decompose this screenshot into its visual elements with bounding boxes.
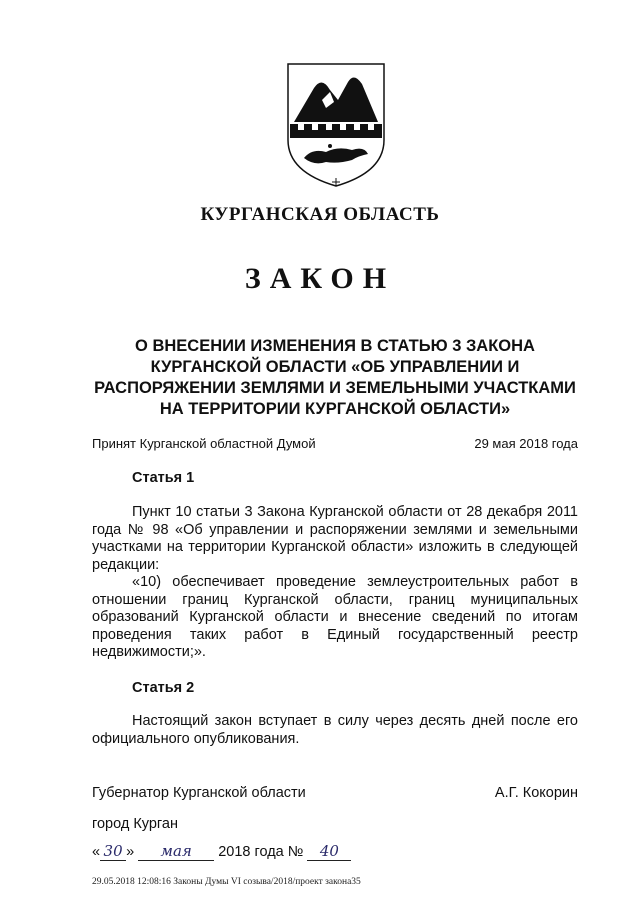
date-year-text: 2018 года №: [218, 844, 304, 860]
signer-name: А.Г. Кокорин: [494, 785, 578, 801]
article-2-title: Статья 2: [132, 680, 195, 696]
date-line: [92, 842, 351, 861]
document-type: ЗАКОН: [244, 262, 396, 295]
adoption-text: Принят Курганской областной Думой: [92, 436, 316, 451]
region-title: КУРГАНСКАЯ ОБЛАСТЬ: [200, 204, 440, 225]
article-2-body: [92, 713, 578, 748]
signer-position: Губернатор Курганской области: [92, 785, 306, 801]
date-day: 30: [100, 842, 126, 861]
article-1-paragraph: «10) обеспечивает проведение землеустроительных работ в отношении границ Курганской области, границ муниципальных образований Курганской области и внесение сведений по итогам проведения таких работ в Единый государственный реестр недвижимости;».: [92, 574, 578, 660]
article-1-paragraph: Пункт 10 статьи 3 Закона Курганской области от 28 декабря 2011 года № 98 «Об управлении и распоряжении землями и земельными участками на территории Курганской области» изложить в следующей редакции:: [92, 504, 578, 573]
city: город Курган: [92, 816, 178, 832]
law-number: 40: [307, 842, 351, 861]
article-1-title: Статья 1: [132, 470, 195, 486]
adoption-line: [92, 436, 578, 451]
adoption-date: 29 мая 2018 года: [474, 436, 578, 451]
article-1-body: [92, 504, 578, 662]
coat-of-arms-icon: [282, 60, 390, 190]
date-quote-open: «: [92, 844, 101, 860]
law-subject-title: О ВНЕСЕНИИ ИЗМЕНЕНИЯ В СТАТЬЮ 3 ЗАКОНА КУРГАНСКОЙ ОБЛАСТИ «ОБ УПРАВЛЕНИИ И РАСПОРЯЖЕНИИ ЗЕМЛЯМИ И ЗЕМЕЛЬНЫМИ УЧАСТКАМИ НА ТЕРРИТОРИИ КУРГАНСКОЙ ОБЛАСТИ»: [94, 337, 576, 418]
date-quote-close: »: [126, 844, 135, 860]
date-month: мая: [138, 842, 214, 861]
file-footer: 29.05.2018 12:08:16 Законы Думы VI созыва/2018/проект закона35: [92, 877, 361, 887]
signature-block: [92, 785, 578, 801]
article-2-paragraph: Настоящий закон вступает в силу через десять дней после его официального опубликования.: [92, 713, 578, 747]
